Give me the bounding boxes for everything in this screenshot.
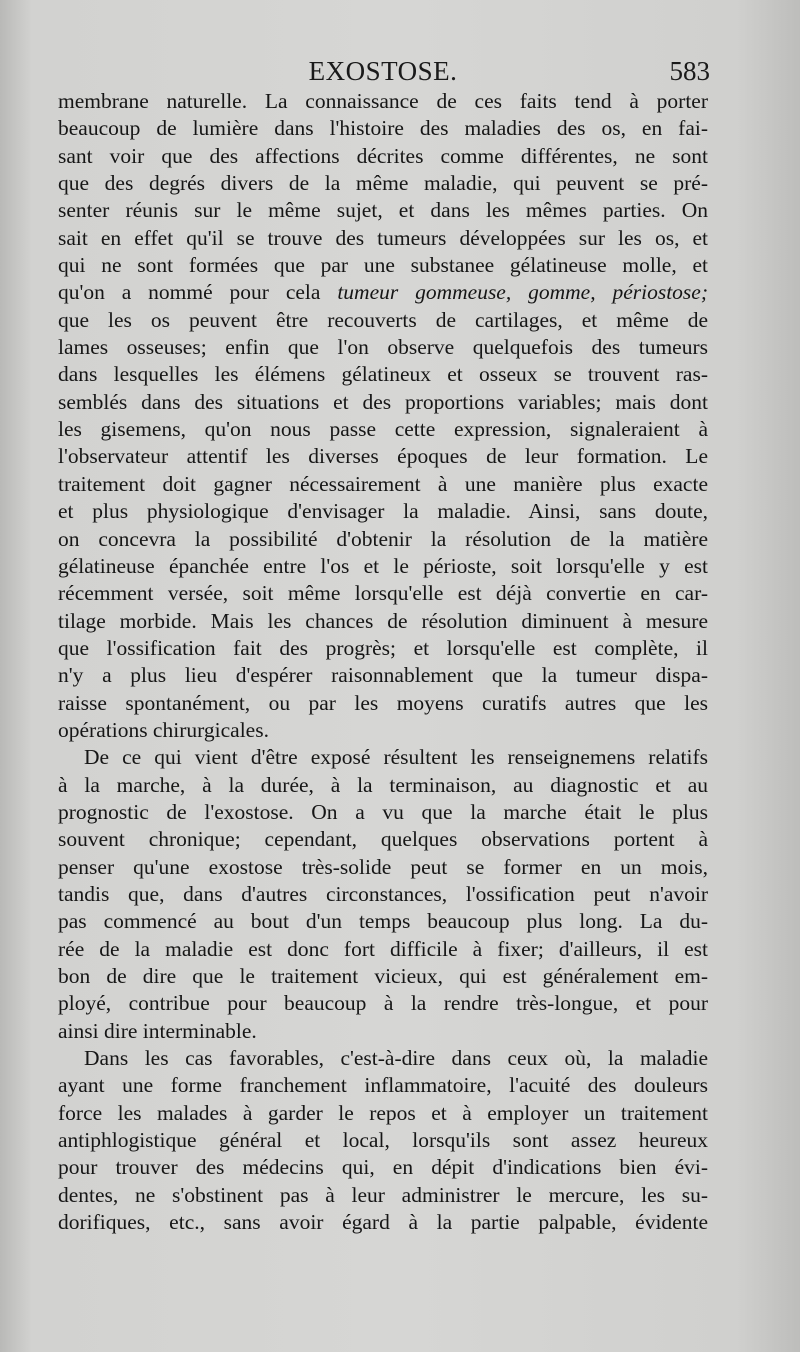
text-line: tilage morbide. Mais les chances de résolution diminuent à mesure bbox=[58, 608, 708, 633]
text-line: ployé, contribue pour beaucoup à la rendre très-longue, et pour bbox=[58, 991, 708, 1016]
body-text bbox=[58, 88, 708, 1236]
text-line: que les os peuvent être recouverts de cartilages, et même de bbox=[58, 307, 708, 332]
text-line: on concevra la possibilité d'obtenir la résolution de la matière bbox=[58, 526, 708, 551]
text-line-prefix: qu'on a nommé pour cela bbox=[58, 280, 338, 305]
text-line: ayant une forme franchement inflammatoire, l'acuité des douleurs bbox=[58, 1073, 708, 1098]
text-line: que l'ossification fait des progrès; et lorsqu'elle est complète, il bbox=[58, 635, 708, 660]
text-line: Dans les cas favorables, c'est-à-dire dans ceux où, la maladie bbox=[84, 1046, 708, 1071]
text-line: dentes, ne s'obstinent pas à leur administrer le mercure, les su- bbox=[58, 1182, 708, 1207]
text-line: et plus physiologique d'envisager la maladie. Ainsi, sans doute, bbox=[58, 499, 708, 524]
text-line: prognostic de l'exostose. On a vu que la marche était le plus bbox=[58, 799, 708, 824]
text-line: raisse spontanément, ou par les moyens curatifs autres que les bbox=[58, 690, 708, 715]
text-line: De ce qui vient d'être exposé résultent les renseignemens relatifs bbox=[84, 745, 708, 770]
text-line: membrane naturelle. La connaissance de ces faits tend à porter bbox=[58, 89, 708, 113]
text-line: n'y a plus lieu d'espérer raisonnablement que la tumeur dispa- bbox=[58, 663, 708, 688]
text-line: lames osseuses; enfin que l'on observe quelquefois des tumeurs bbox=[58, 335, 708, 360]
text-line: force les malades à garder le repos et à employer un traitement bbox=[58, 1100, 708, 1125]
text-line: bon de dire que le traitement vicieux, qui est généralement em- bbox=[58, 964, 708, 988]
text-line: opérations chirurgicales. bbox=[58, 717, 269, 742]
text-line: semblés dans des situations et des proportions variables; mais dont bbox=[58, 389, 708, 414]
text-line: ainsi dire interminable. bbox=[58, 1018, 257, 1043]
text-line: l'observateur attentif les diverses époques de leur formation. Le bbox=[58, 444, 708, 469]
page-number: 583 bbox=[669, 56, 710, 86]
text-line: récemment versée, soit même lorsqu'elle est déjà convertie en car- bbox=[58, 581, 708, 606]
text-line: les gisemens, qu'on nous passe cette expression, signaleraient à bbox=[58, 417, 708, 442]
text-line: sant voir que des affections décrites comme différentes, ne sont bbox=[58, 143, 708, 168]
text-line: sait en effet qu'il se trouve des tumeurs développées sur les os, et bbox=[58, 225, 708, 250]
text-line: gélatineuse épanchée entre l'os et le périoste, soit lorsqu'elle y est bbox=[58, 553, 708, 578]
running-head bbox=[58, 48, 708, 88]
text-line: pas commencé au bout d'un temps beaucoup plus long. La du- bbox=[58, 909, 708, 934]
text-line: traitement doit gagner nécessairement à une manière plus exacte bbox=[58, 471, 708, 496]
text-line: rée de la maladie est donc fort difficile à fixer; d'ailleurs, il est bbox=[58, 936, 708, 961]
running-head-title: EXOSTOSE. bbox=[308, 56, 458, 86]
text-line: senter réunis sur le même sujet, et dans les mêmes parties. On bbox=[58, 198, 708, 223]
text-line: tandis que, dans d'autres circonstances, l'ossification peut n'avoir bbox=[58, 881, 708, 906]
text-line: penser qu'une exostose très-solide peut se former en un mois, bbox=[58, 854, 708, 879]
text-line: pour trouver des médecins qui, en dépit d'indications bien évi- bbox=[58, 1155, 708, 1180]
italic-term-list: tumeur gommeuse, gomme, périostose; bbox=[337, 280, 708, 305]
text-line: dorifiques, etc., sans avoir égard à la partie palpable, évidente bbox=[58, 1210, 708, 1235]
text-line: beaucoup de lumière dans l'histoire des maladies des os, en fai- bbox=[58, 116, 708, 141]
text-line: à la marche, à la durée, à la terminaison, au diagnostic et au bbox=[58, 772, 708, 797]
text-line: que des degrés divers de la même maladie, qui peuvent se pré- bbox=[58, 171, 708, 196]
text-line: souvent chronique; cependant, quelques observations portent à bbox=[58, 827, 708, 852]
text-line: antiphlogistique général et local, lorsqu'ils sont assez heureux bbox=[58, 1128, 708, 1153]
text-line: dans lesquelles les élémens gélatineux et osseux se trouvent ras- bbox=[58, 362, 708, 387]
text-line: qui ne sont formées que par une substanee gélatineuse molle, et bbox=[58, 253, 708, 278]
text-line-with-italic bbox=[58, 279, 708, 306]
